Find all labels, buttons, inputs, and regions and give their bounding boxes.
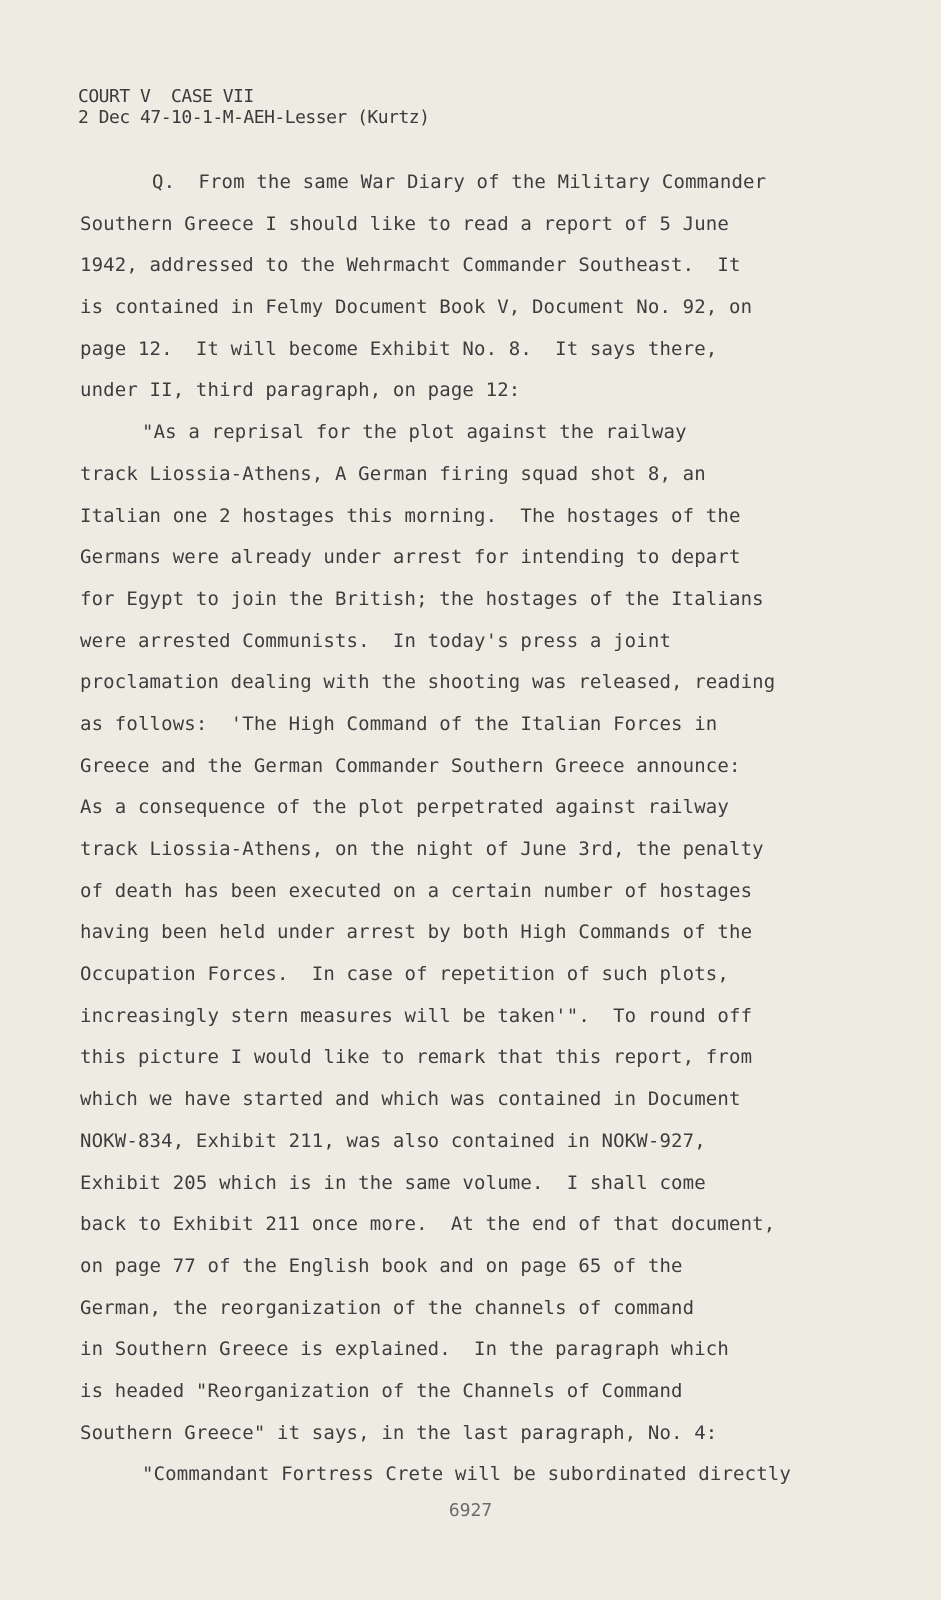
transcript-line: Occupation Forces. In case of repetition of such plots, xyxy=(80,963,729,986)
transcript-line: Greece and the German Commander Southern Greece announce: xyxy=(80,754,741,777)
transcript-line: under II, third paragraph, on page 12: xyxy=(80,379,521,402)
transcript-line: track Liossia-Athens, A German firing squad shot 8, an xyxy=(80,462,706,485)
transcript-line: is headed "Reorganization of the Channels of Command xyxy=(80,1379,683,1402)
transcript-line: NOKW-834, Exhibit 211, was also contained in NOKW-927, xyxy=(80,1129,706,1152)
case-header xyxy=(78,86,429,128)
transcript-line: this picture I would like to remark that this report, from xyxy=(80,1046,753,1069)
transcript-line: were arrested Communists. In today's press a joint xyxy=(80,629,672,652)
transcript-line: Southern Greece I should like to read a report of 5 June xyxy=(80,212,729,235)
court-case-line: COURT V CASE VII xyxy=(78,86,254,107)
transcript-line: on page 77 of the English book and on page 65 of the xyxy=(80,1254,683,1277)
transcript-line: Germans were already under arrest for intending to depart xyxy=(80,546,741,569)
transcript-line: as follows: 'The High Command of the Italian Forces in xyxy=(80,712,718,735)
transcript-line: page 12. It will become Exhibit No. 8. It says there, xyxy=(80,337,718,360)
transcript-line: is contained in Felmy Document Book V, Document No. 92, on xyxy=(80,296,753,319)
transcript-line: for Egypt to join the British; the hostages of the Italians xyxy=(80,587,764,610)
transcript-line: increasingly stern measures will be taken'". To round off xyxy=(80,1004,753,1027)
transcript-line: 1942, addressed to the Wehrmacht Commander Southeast. It xyxy=(80,254,741,277)
transcript-line: in Southern Greece is explained. In the paragraph which xyxy=(80,1338,729,1361)
transcript-line: back to Exhibit 211 once more. At the end of that document, xyxy=(80,1213,776,1236)
transcript-line: Q. From the same War Diary of the Military Commander xyxy=(152,171,767,193)
transcript-line: which we have started and which was contained in Document xyxy=(80,1088,741,1111)
transcript-body xyxy=(80,162,860,1496)
transcript-line: track Liossia-Athens, on the night of June 3rd, the penalty xyxy=(80,838,764,860)
transcript-line: proclamation dealing with the shooting was released, reading xyxy=(80,671,776,694)
session-reference-line: 2 Dec 47-10-1-M-AEH-Lesser (Kurtz) xyxy=(78,107,430,128)
transcript-line: "Commandant Fortress Crete will be subordinated directly xyxy=(142,1463,791,1486)
page-number: 6927 xyxy=(448,1500,493,1521)
transcript-line: Southern Greece" it says, in the last paragraph, No. 4: xyxy=(80,1421,718,1444)
transcript-line: of death has been executed on a certain number of hostages xyxy=(80,879,753,902)
transcript-line: Exhibit 205 which is in the same volume. I shall come xyxy=(80,1171,706,1194)
transcript-line: "As a reprisal for the plot against the railway xyxy=(142,421,687,444)
transcript-line: Italian one 2 hostages this morning. The hostages of the xyxy=(80,504,741,527)
transcript-line: having been held under arrest by both High Commands of the xyxy=(80,921,753,944)
transcript-line: As a consequence of the plot perpetrated against railway xyxy=(80,796,729,819)
transcript-line: German, the reorganization of the channels of command xyxy=(80,1296,695,1319)
